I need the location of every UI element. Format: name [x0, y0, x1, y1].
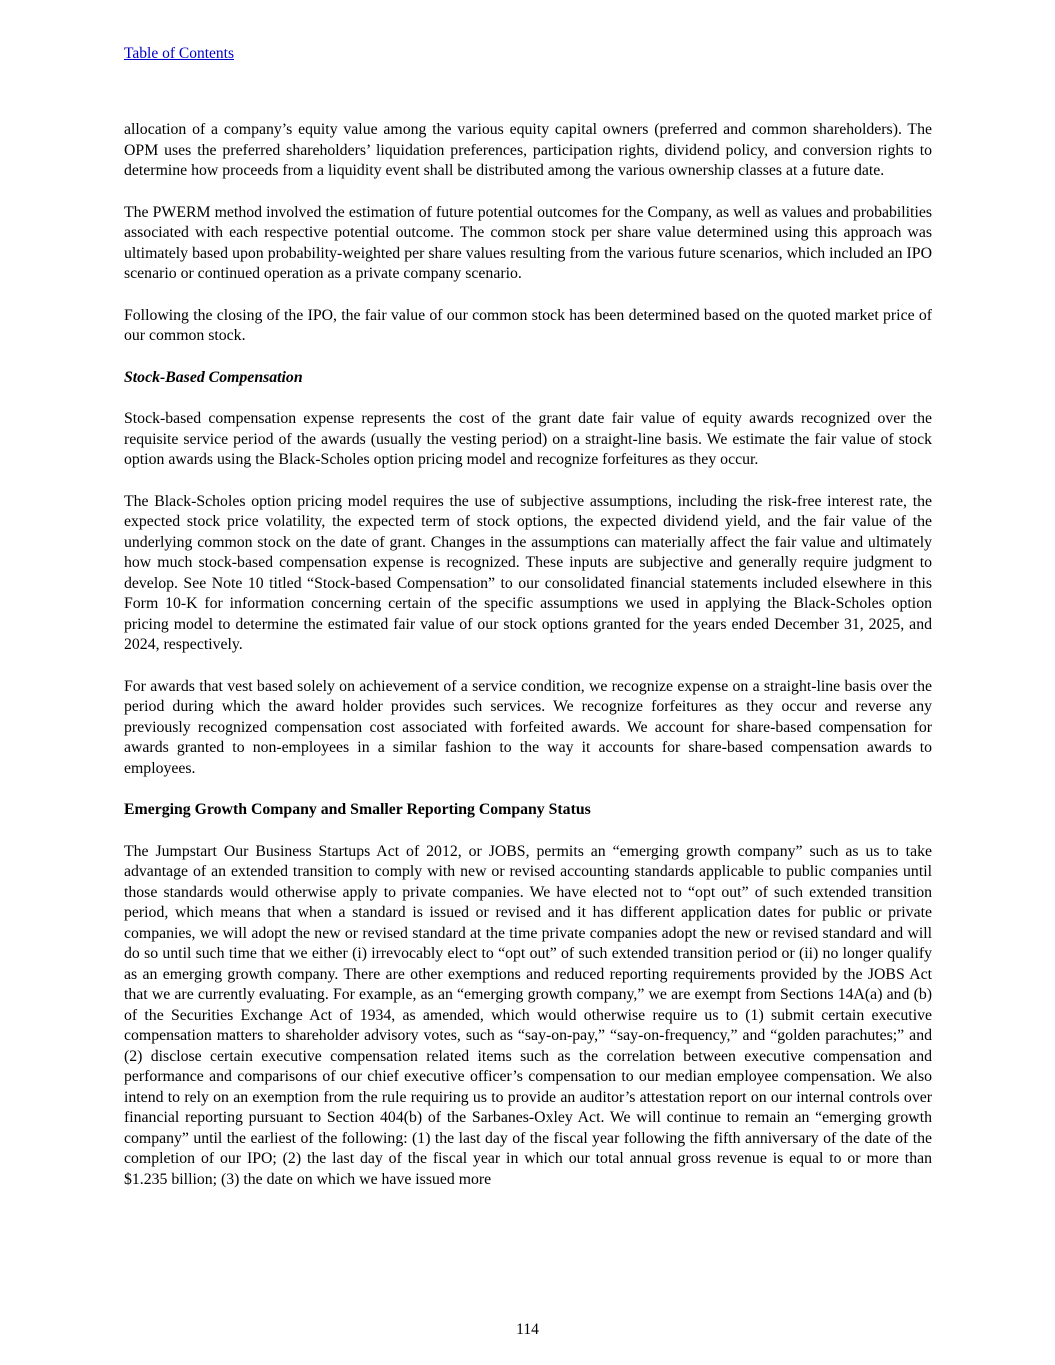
page-number: 114 — [516, 1321, 539, 1338]
table-of-contents-link[interactable]: Table of Contents — [124, 45, 234, 62]
paragraph: The Black-Scholes option pricing model requires the use of subjective assumptions, including the risk-free interest rate, the expected stock price volatility, the expected term of stock options, the expected dividend yield, and the fair value of the underlying common stock on the date of grant. Changes in the assumptions can materially affect the fair value and ultimately how much stock-based compensation expense is recognized. These inputs are subjective and generally require judgment to develop. See Note 10 titled “Stock-based Compensation” to our consolidated financial statements included elsewhere in this Form 10-K for information concerning certain of the specific assumptions we used in applying the Black-Scholes option pricing model to determine the estimated fair value of our stock options granted for the years ended December 31, 2025, and 2024, respectively. — [124, 492, 932, 653]
paragraph: allocation of a company’s equity value among the various equity capital owners (preferred and common shareholders). The OPM uses the preferred shareholders’ liquidation preferences, participation rights, dividend policy, and conversion rights to determine how proceeds from a liquidity event shall be distributed among the various ownership classes at a future date. — [124, 121, 932, 179]
paragraph: The PWERM method involved the estimation of future potential outcomes for the Company, as well as values and probabilities associated with each respective potential outcome. The common stock per share value determined using this approach was ultimately based upon probability-weighted per share values resulting from the various future scenarios, which included an IPO scenario or continued operation as a private company scenario. — [124, 203, 932, 282]
page-content — [124, 44, 932, 1211]
document-body — [124, 120, 932, 1190]
paragraph: For awards that vest based solely on achievement of a service condition, we recognize expense on a straight-line basis over the period during which the award holder provides such services. We recognize forfeitures as they occur and reverse any previously recognized compensation cost associated with forfeited awards. We account for share-based compensation for awards granted to non-employees in a similar fashion to the way it accounts for share-based compensation awards to employees. — [124, 677, 932, 777]
paragraph: The Jumpstart Our Business Startups Act of 2012, or JOBS, permits an “emerging growth company” such as us to take advantage of an extended transition to comply with new or revised accounting standards applicable to public companies until those standards would otherwise apply to private companies. We have elected not to “opt out” of such extended transition period, which means that when a standard is issued or revised and it has different application dates for public or private companies, we will adopt the new or revised standard at the time private companies adopt the new or revised standard and will do so until such time that we either (i) irrevocably elect to “opt out” of such extended transition period or (ii) no longer qualify as an emerging growth company. There are other exemptions and reduced reporting requirements provided by the JOBS Act that we are currently evaluating. For example, as an “emerging growth company,” we are exempt from Sections 14A(a) and (b) of the Securities Exchange Act of 1934, as amended, which would otherwise require us to (1) submit certain executive compensation matters to shareholder advisory votes, such as “say-on-pay,” “say-on-frequency,” and “golden parachutes;” and (2) disclose certain executive compensation related items such as the correlation between executive compensation and performance and comparisons of our chief executive officer’s compensation to our median employee compensation. We also intend to rely on an exemption from the rule requiring us to provide an auditor’s attestation report on our internal controls over financial reporting pursuant to Section 404(b) of the Sarbanes-Oxley Act. We will continue to remain an “emerging growth company” until the earliest of the following: (1) the last day of the fiscal year following the fifth anniversary of the date of the completion of our IPO; (2) the last day of the fiscal year in which our total annual gross revenue is equal to or more than $1.235 billion; (3) the date on which we have issued more — [124, 842, 932, 1188]
paragraph: Following the closing of the IPO, the fair value of our common stock has been determined based on the quoted market price of our common stock. — [124, 306, 932, 344]
section-heading: Stock-Based Compensation — [124, 368, 303, 386]
section-heading: Emerging Growth Company and Smaller Reporting Company Status — [124, 801, 591, 818]
paragraph: Stock-based compensation expense represents the cost of the grant date fair value of equity awards recognized over the requisite service period of the awards (usually the vesting period) on a straight-line basis. We estimate the fair value of stock option awards using the Black-Scholes option pricing model and recognize forfeitures as they occur. — [124, 410, 932, 468]
